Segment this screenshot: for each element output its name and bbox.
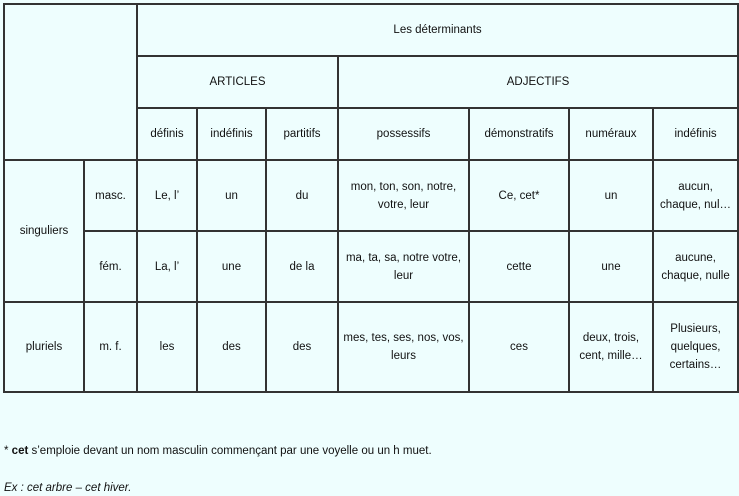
table-row bbox=[4, 160, 738, 231]
table-title: Les déterminants bbox=[137, 4, 738, 56]
cell-masc-definis: Le, l’ bbox=[137, 160, 197, 231]
subheader-indefinis-adjectifs: indéfinis bbox=[653, 108, 738, 160]
footnote-marker: * bbox=[4, 445, 12, 457]
cell-fem-partitifs: de la bbox=[266, 231, 338, 302]
row-group-singuliers: singuliers bbox=[4, 160, 84, 302]
cell-masc-indefinis-adj: aucun, chaque, nul… bbox=[653, 160, 738, 231]
cell-pl-partitifs: des bbox=[266, 302, 338, 392]
cell-fem-possessifs: ma, ta, sa, notre votre, leur bbox=[338, 231, 469, 302]
subheader-indefinis-articles: indéfinis bbox=[197, 108, 266, 160]
cell-pl-possessifs: mes, tes, ses, nos, vos, leurs bbox=[338, 302, 469, 392]
row-gender-mf: m. f. bbox=[84, 302, 137, 392]
row-gender-masc: masc. bbox=[84, 160, 137, 231]
subheader-numeraux: numéraux bbox=[569, 108, 653, 160]
footnote-keyword: cet bbox=[11, 445, 29, 457]
subheader-partitifs: partitifs bbox=[266, 108, 338, 160]
cell-masc-numeraux: un bbox=[569, 160, 653, 231]
table-row bbox=[4, 302, 738, 392]
cell-fem-definis: La, l’ bbox=[137, 231, 197, 302]
cell-fem-demonstratifs: cette bbox=[469, 231, 569, 302]
cell-pl-demonstratifs: ces bbox=[469, 302, 569, 392]
cell-fem-indefinis-adj: aucune, chaque, nulle bbox=[653, 231, 738, 302]
cell-masc-demonstratifs: Ce, cet* bbox=[469, 160, 569, 231]
subheader-definis: définis bbox=[137, 108, 197, 160]
row-gender-fem: fém. bbox=[84, 231, 137, 302]
example-text: Ex : cet arbre – cet hiver. bbox=[4, 482, 132, 494]
cell-pl-numeraux: deux, trois, cent, mille… bbox=[569, 302, 653, 392]
determinants-table bbox=[3, 3, 739, 393]
cell-fem-numeraux: une bbox=[569, 231, 653, 302]
footnote-text: s’emploie devant un nom masculin commençant par une voyelle ou un h muet. bbox=[28, 445, 432, 457]
subheader-possessifs: possessifs bbox=[338, 108, 469, 160]
row-group-pluriels: pluriels bbox=[4, 302, 84, 392]
cell-pl-definis: les bbox=[137, 302, 197, 392]
subheader-demonstratifs: démonstratifs bbox=[469, 108, 569, 160]
cell-masc-partitifs: du bbox=[266, 160, 338, 231]
corner-cell bbox=[4, 4, 137, 160]
group-adjectifs: ADJECTIFS bbox=[338, 56, 738, 108]
cell-masc-possessifs: mon, ton, son, notre, votre, leur bbox=[338, 160, 469, 231]
cell-masc-indefinis: un bbox=[197, 160, 266, 231]
footnote bbox=[4, 443, 432, 459]
table-row bbox=[4, 231, 738, 302]
cell-fem-indefinis: une bbox=[197, 231, 266, 302]
cell-pl-indefinis-adj: Plusieurs, quelques, certains… bbox=[653, 302, 738, 392]
cell-pl-indefinis: des bbox=[197, 302, 266, 392]
group-articles: ARTICLES bbox=[137, 56, 338, 108]
